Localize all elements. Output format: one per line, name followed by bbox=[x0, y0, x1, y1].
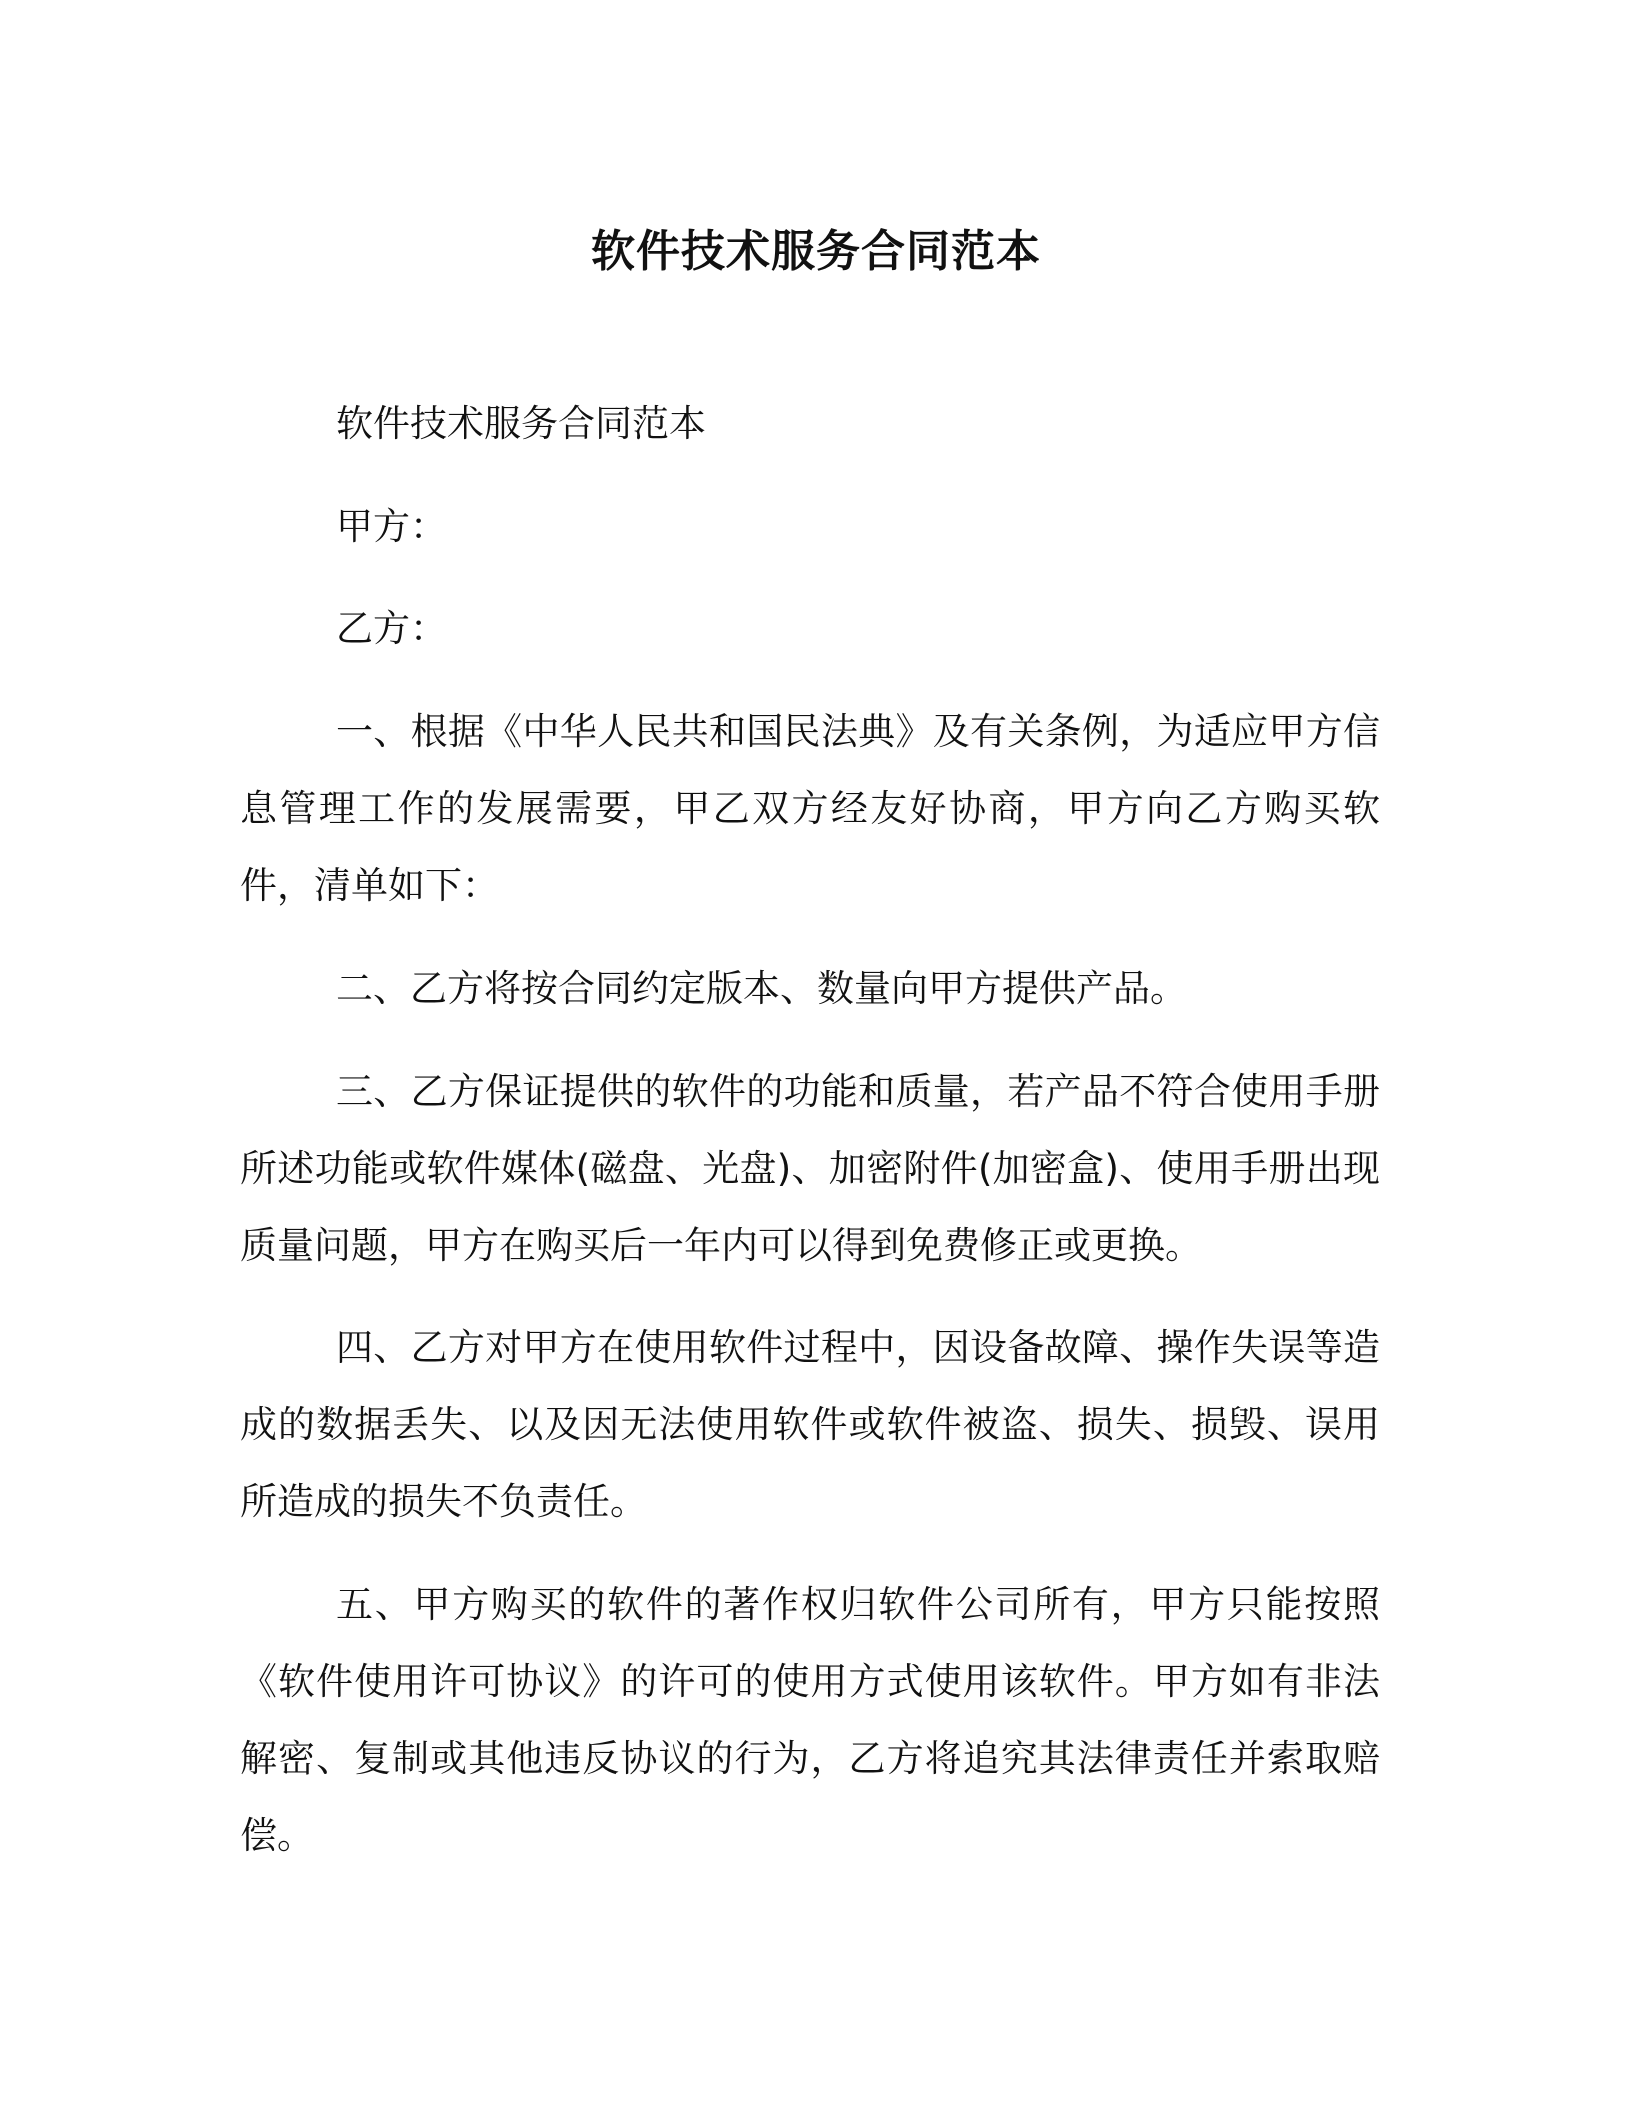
party-b-line: 乙方： bbox=[336, 607, 447, 650]
clause-4: 四、乙方对甲方在使用软件过程中，因设备故障、操作失误等造成的数据丢失、以及因无法使用软件或软件被盗、损失、损毁、误用所造成的损失不负责任。 bbox=[240, 1326, 1380, 1523]
clause-2: 二、乙方将按合同约定版本、数量向甲方提供产品。 bbox=[336, 967, 1187, 1010]
party-a-line: 甲方： bbox=[336, 505, 447, 548]
clause-3: 三、乙方保证提供的软件的功能和质量，若产品不符合使用手册所述功能或软件媒体(磁盘、光盘)、加密附件(加密盒)、使用手册出现质量问题，甲方在购买后一年内可以得到免费修正或更换。 bbox=[240, 1070, 1380, 1267]
clause-1: 一、根据《中华人民共和国民法典》及有关条例，为适应甲方信息管理工作的发展需要，甲乙双方经友好协商，甲方向乙方购买软件，清单如下： bbox=[240, 710, 1380, 907]
document-title: 软件技术服务合同范本 bbox=[591, 226, 1041, 277]
clause-5: 五、甲方购买的软件的著作权归软件公司所有，甲方只能按照《软件使用许可协议》的许可的使用方式使用该软件。甲方如有非法解密、复制或其他违反协议的行为，乙方将追究其法律责任并索取赔偿。 bbox=[240, 1583, 1380, 1857]
document-subtitle: 软件技术服务合同范本 bbox=[336, 402, 706, 445]
